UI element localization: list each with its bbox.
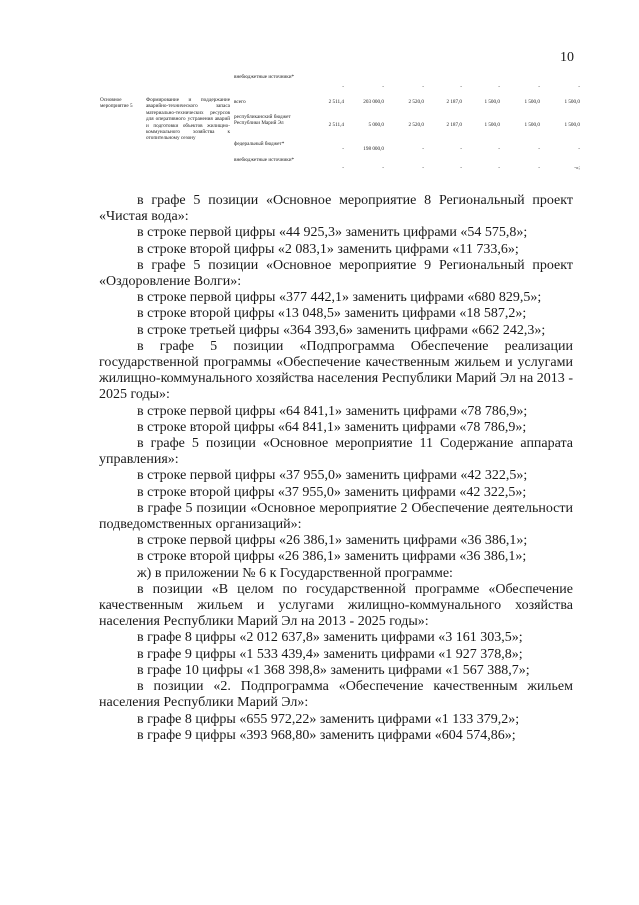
paragraph: в строке второй цифры «26 386,1» заменить цифрами «36 386,1»; (137, 549, 527, 565)
paragraph: в графе 5 позиции «Основное мероприятие 2 Обеспечение деятельности подведомственных организаций»: (99, 500, 573, 533)
paragraph: в графе 9 цифры «1 533 439,4» заменить цифрами «1 927 378,8»; (137, 646, 523, 662)
table-cell: - (460, 165, 462, 171)
table-cell: - (498, 165, 500, 171)
funding-source: республиканский бюджет Республики Марий Эл (234, 114, 291, 127)
table-cell: 2 511,4 (328, 122, 344, 128)
paragraph: в строке первой цифры «37 955,0» заменить цифрами «42 322,5»; (137, 468, 528, 484)
event-name: Основное мероприятие 5 (100, 97, 133, 110)
paragraph: в строке первой цифры «64 841,1» заменить цифрами «78 786,9»; (137, 403, 528, 419)
paragraph: в графе 8 цифры «655 972,22» заменить цифрами «1 133 379,2»; (137, 711, 520, 727)
table-cell: 1 500,0 (524, 122, 540, 128)
page-number: 10 (560, 50, 574, 65)
paragraph: в строке второй цифры «64 841,1» заменить цифрами «78 786,9»; (137, 419, 527, 435)
paragraph: в графе 5 позиции «Подпрограмма Обеспечение реализации государственной программы «Обеспечение качественным жильем и услугами жилищно-коммунального хозяйства населения Республики Марий Эл на 2013 - 2025 годы»: (99, 338, 573, 403)
funding-source: внебюджетные источники* (234, 157, 295, 163)
paragraph: ж) в приложении № 6 к Государственной программе: (137, 565, 453, 581)
table-cell: 1 500,0 (484, 122, 500, 128)
table-cell: 2 511,4 (328, 99, 344, 105)
funding-source: внебюджетные источники* (234, 74, 295, 80)
table-cell: -»; (574, 165, 580, 171)
table-cell: 5 000,0 (368, 122, 384, 128)
paragraph: в графе 5 позиции «Основное мероприятие 11 Содержание аппарата управления»: (99, 436, 573, 468)
table-cell: - (498, 84, 500, 90)
table-cell: - (422, 146, 424, 152)
table-cell: 2 187,0 (446, 99, 462, 105)
table-cell: - (578, 146, 580, 152)
table-cell: 2 187,0 (446, 122, 462, 128)
paragraph: в строке второй цифры «13 048,5» заменить цифрами «18 587,2»; (137, 306, 527, 322)
paragraph: в графе 5 позиции «Основное мероприятие 8 Региональный проект «Чистая вода»: (99, 193, 573, 225)
table-cell: - (342, 84, 344, 90)
paragraph: в графе 8 цифры «2 012 637,8» заменить цифрами «3 161 303,5»; (137, 630, 523, 646)
table-cell: 1 500,0 (484, 99, 500, 105)
table-cell: - (498, 146, 500, 152)
table-cell: 203 000,0 (363, 99, 384, 105)
table-cell: - (538, 84, 540, 90)
table-cell: - (422, 84, 424, 90)
table-cell: 198 000,0 (363, 146, 384, 152)
funding-source: федеральный бюджет* (234, 141, 285, 147)
paragraph: в строке первой цифры «26 386,1» заменить цифрами «36 386,1»; (137, 533, 528, 549)
event-description: Формирование и поддержание аварийно-технического запаса материально-технических ресурсов для оперативного устранения аварий и подготовки объектов жилищно-коммунального хозяйства к отопительному сезону (146, 97, 230, 142)
amendment-text (99, 193, 573, 744)
table-cell: - (342, 146, 344, 152)
funding-source: всего (234, 99, 246, 105)
table-cell: - (460, 84, 462, 90)
table-cell: 1 500,0 (564, 122, 580, 128)
paragraph: в строке первой цифры «44 925,3» заменить цифрами «54 575,8»; (137, 225, 528, 241)
paragraph: в строке второй цифры «37 955,0» заменить цифрами «42 322,5»; (137, 484, 527, 500)
paragraph: в строке второй цифры «2 083,1» заменить цифрами «11 733,6»; (137, 241, 519, 257)
paragraph: в графе 5 позиции «Основное мероприятие 9 Региональный проект «Оздоровление Волги»: (99, 257, 573, 290)
paragraph: в графе 9 цифры «393 968,80» заменить цифрами «604 574,86»; (137, 727, 516, 743)
table-cell: 1 500,0 (564, 99, 580, 105)
table-cell: - (342, 165, 344, 171)
paragraph: в строке первой цифры «377 442,1» заменить цифрами «680 829,5»; (137, 290, 542, 306)
table-cell: - (538, 146, 540, 152)
table-cell: - (382, 84, 384, 90)
table-cell: 2 520,0 (408, 99, 424, 105)
table-cell: - (538, 165, 540, 171)
paragraph: в строке третьей цифры «364 393,6» заменить цифрами «662 242,3»; (137, 322, 546, 338)
paragraph: в позиции «2. Подпрограмма «Обеспечение качественным жильем населения Республики Марий Эл»: (99, 679, 573, 711)
table-cell: - (460, 146, 462, 152)
paragraph: в позиции «В целом по государственной программе «Обеспечение качественным жильем и услугами жилищно-коммунального хозяйства населения Республики Марий Эл на 2013 - 2025 годы»: (99, 581, 573, 630)
table-cell: - (382, 165, 384, 171)
paragraph: в графе 10 цифры «1 368 398,8» заменить цифрами «1 567 388,7»; (137, 662, 530, 678)
table-cell: - (422, 165, 424, 171)
table-cell: 2 520,0 (408, 122, 424, 128)
table-cell: - (578, 84, 580, 90)
table-cell: 1 500,0 (524, 99, 540, 105)
